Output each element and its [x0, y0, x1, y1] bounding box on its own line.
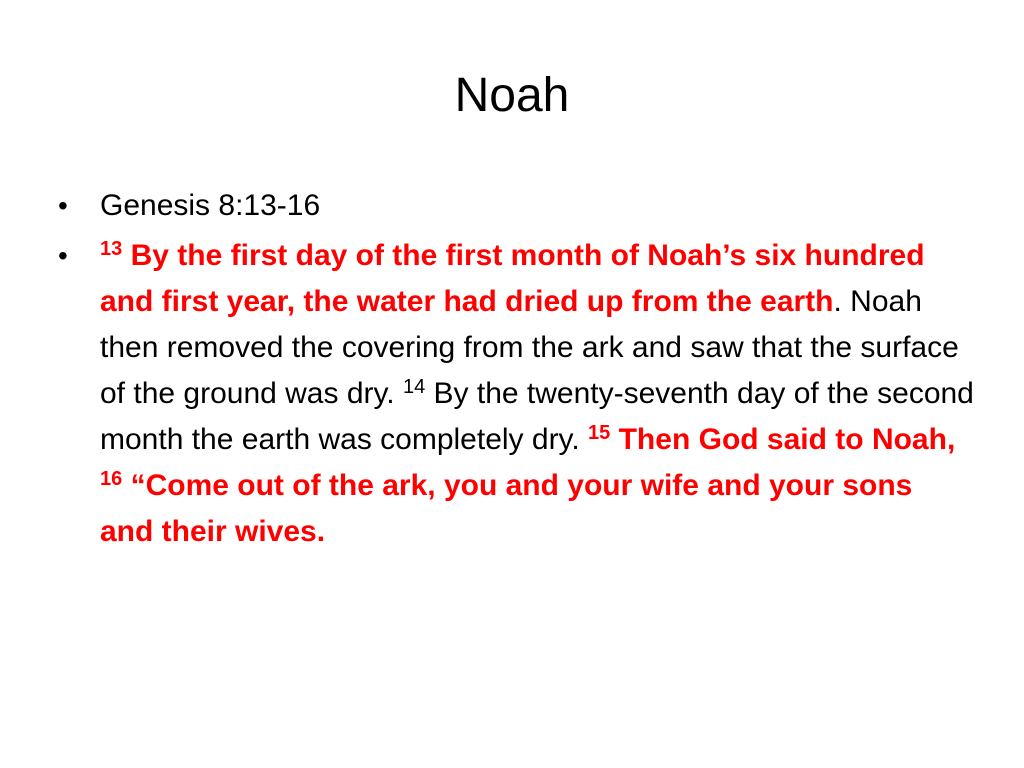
verse-15-red-text: Then God said to Noah, — [618, 423, 956, 456]
bullet-icon: • — [58, 190, 68, 221]
passage-text — [100, 239, 974, 548]
bullet-item-passage — [58, 233, 974, 555]
verse-14-number: 14 — [402, 376, 426, 398]
slide-title: Noah — [454, 69, 570, 122]
bullet-item-reference — [58, 183, 974, 229]
verse-13-red-text: By the first day of the first month of Noah’s six hundred and first year, the water had dried up from the earth — [100, 239, 925, 318]
verse-13-rest: . Noah then removed the covering from the ark and saw that the surface of the ground was dry. — [100, 285, 959, 410]
verse-13-number: 13 — [100, 238, 123, 260]
verse-14-text: By the twenty-seventh day of the second month the earth was completely dry. — [100, 377, 974, 456]
verse-16-number: 16 — [100, 468, 123, 490]
scripture-reference: Genesis 8:13-16 — [100, 189, 321, 222]
verse-15-number: 15 — [588, 422, 611, 444]
verse-16-red-text: “Come out of the ark, you and your wife and your sons and their wives. — [100, 469, 913, 548]
slide-body — [58, 183, 974, 559]
verse-13-highlight — [100, 239, 925, 318]
bullet-icon: • — [58, 240, 68, 271]
